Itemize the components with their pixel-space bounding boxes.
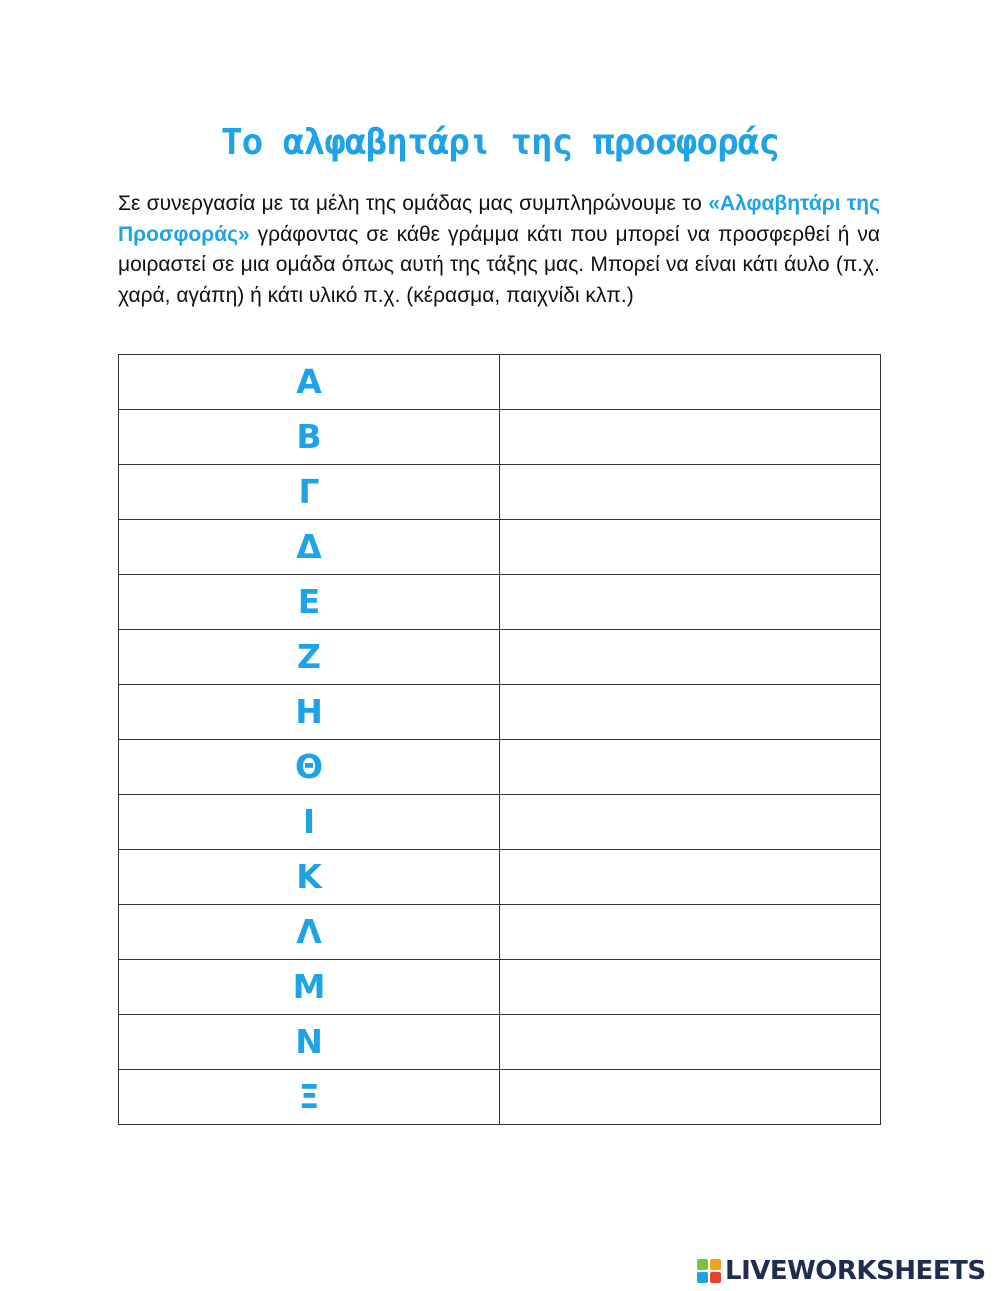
logo-square-green [697,1259,708,1270]
answer-cell[interactable] [500,795,881,850]
letter-cell: Θ [119,740,500,795]
answer-cell[interactable] [500,355,881,410]
letter-cell: Α [119,355,500,410]
answer-cell[interactable] [500,520,881,575]
answer-cell[interactable] [500,960,881,1015]
alphabet-row [119,685,881,740]
alphabet-row [119,410,881,465]
letter-cell: Κ [119,850,500,905]
letter-cell: Γ [119,465,500,520]
alphabet-table [118,354,881,1125]
worksheet-title: Το αλφαβητάρι της προσφοράς [220,122,780,163]
answer-cell[interactable] [500,410,881,465]
logo-square-red [710,1272,721,1283]
alphabet-row [119,1070,881,1125]
letter-cell: Ι [119,795,500,850]
liveworksheets-watermark [697,1256,986,1286]
logo-square-blue [697,1272,708,1283]
alphabet-row [119,520,881,575]
letter-cell: Ν [119,1015,500,1070]
alphabet-row [119,850,881,905]
letter-cell: Η [119,685,500,740]
instructions-paragraph [118,189,880,311]
instructions-text-end: γράφοντας σε κάθε γράμμα κάτι που μπορεί να προσφερθεί ή να μοιραστεί σε μια ομάδα όπως αυτή της τάξης μας. Μπορεί να είναι κάτι άυλο (π.χ. χαρά, αγάπη) ή κάτι υλικό π.χ. (κέρασμα, παιχνίδι κλπ.) [118,222,880,307]
alphabet-row [119,795,881,850]
liveworksheets-logo-icon [697,1259,721,1283]
alphabet-row [119,960,881,1015]
answer-cell[interactable] [500,575,881,630]
answer-cell[interactable] [500,630,881,685]
alphabet-row [119,575,881,630]
letter-cell: Ζ [119,630,500,685]
watermark-text: LIVEWORKSHEETS [725,1256,986,1286]
alphabet-row [119,465,881,520]
answer-cell[interactable] [500,850,881,905]
instructions-highlight: «Αλφαβητάρι της Προσφοράς» [118,192,880,246]
answer-cell[interactable] [500,685,881,740]
letter-cell: Λ [119,905,500,960]
letter-cell: Ε [119,575,500,630]
answer-cell[interactable] [500,905,881,960]
answer-cell[interactable] [500,1015,881,1070]
letter-cell: Μ [119,960,500,1015]
alphabet-row [119,630,881,685]
alphabet-row [119,355,881,410]
letter-cell: Ξ [119,1070,500,1125]
instructions-text-start: Σε συνεργασία με τα μέλη της ομάδας μας συμπληρώνουμε το [118,192,709,215]
answer-cell[interactable] [500,465,881,520]
alphabet-row [119,1015,881,1070]
letter-cell: Β [119,410,500,465]
alphabet-row [119,740,881,795]
answer-cell[interactable] [500,1070,881,1125]
alphabet-row [119,905,881,960]
answer-cell[interactable] [500,740,881,795]
logo-square-orange [710,1259,721,1270]
letter-cell: Δ [119,520,500,575]
